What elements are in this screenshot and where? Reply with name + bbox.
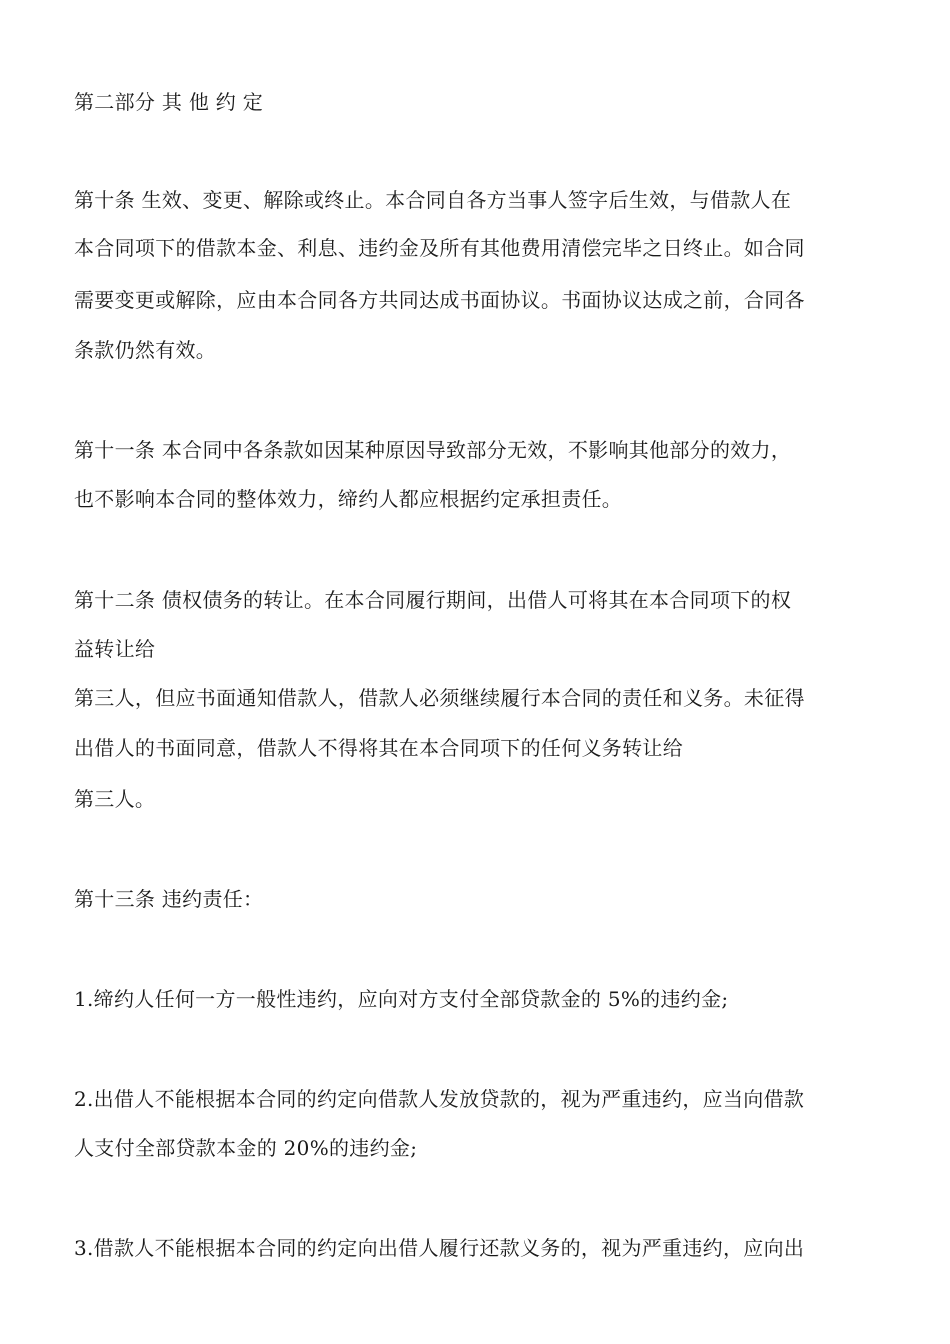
item-2-line-2: 人支付全部贷款本金的 20%的违约金; [74, 1136, 418, 1160]
article-10-line-1: 第十条 生效、变更、解除或终止。本合同自各方当事人签字后生效，与借款人在 [74, 188, 792, 212]
item-1-line-1: 1.缔约人任何一方一般性违约，应向对方支付全部贷款金的 5%的违约金; [74, 987, 729, 1011]
item-2-line-1: 2.出借人不能根据本合同的约定向借款人发放贷款的，视为严重违约，应当向借款 [74, 1087, 805, 1111]
article-13-title: 第十三条 违约责任： [74, 887, 264, 911]
article-12-line-3: 第三人，但应书面通知借款人，借款人必须继续履行本合同的责任和义务。未征得 [74, 686, 805, 710]
article-12-line-2: 益转让给 [74, 637, 156, 661]
article-10-line-4: 条款仍然有效。 [74, 338, 217, 362]
article-11-line-2: 也不影响本合同的整体效力，缔约人都应根据约定承担责任。 [74, 487, 623, 511]
article-10-line-3: 需要变更或解除，应由本合同各方共同达成书面协议。书面协议达成之前，合同各 [74, 288, 805, 312]
item-3-line-1: 3.借款人不能根据本合同的约定向出借人履行还款义务的，视为严重违约，应向出 [74, 1236, 805, 1260]
article-12-line-1: 第十二条 债权债务的转让。在本合同履行期间，出借人可将其在本合同项下的权 [74, 588, 792, 612]
article-10-line-2: 本合同项下的借款本金、利息、违约金及所有其他费用清偿完毕之日终止。如合同 [74, 236, 805, 260]
article-12-line-4: 出借人的书面同意，借款人不得将其在本合同项下的任何义务转让给 [74, 736, 683, 760]
article-11-line-1: 第十一条 本合同中各条款如因某种原因导致部分无效，不影响其他部分的效力， [74, 438, 792, 462]
part-heading: 第二部分 其 他 约 定 [74, 90, 264, 114]
article-12-line-5: 第三人。 [74, 787, 156, 811]
